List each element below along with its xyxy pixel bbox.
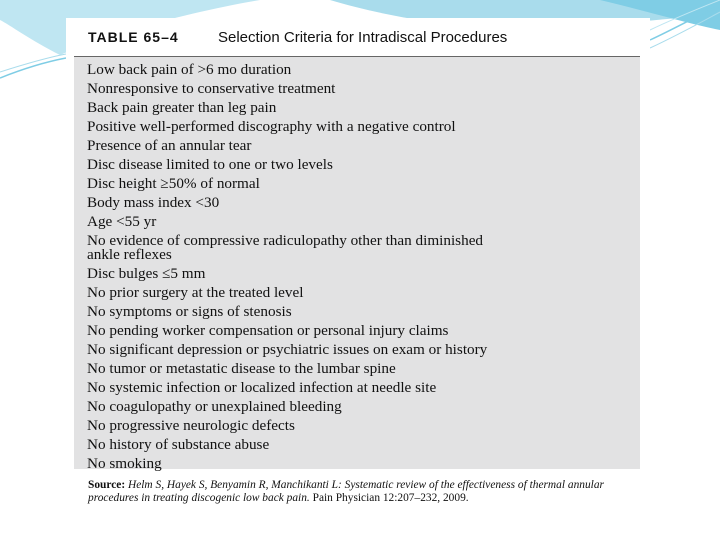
criteria-row: Nonresponsive to conservative treatment: [87, 80, 336, 97]
source-journal: Pain Physician 12:207–232, 2009.: [312, 492, 469, 504]
criteria-row: Positive well-performed discography with a negative control: [87, 118, 456, 135]
criteria-row: Age <55 yr: [87, 213, 157, 230]
criteria-row: No symptoms or signs of stenosis: [87, 303, 292, 320]
criteria-row-continued: ankle reflexes: [87, 246, 172, 263]
source-citation: Helm S, Hayek S, Benyamin R, Manchikanti L: Systematic review of the effectiveness of thermal annular procedures in treating discogenic low back pain.: [88, 479, 604, 504]
table-header: [74, 18, 640, 57]
criteria-row: Back pain greater than leg pain: [87, 99, 277, 116]
table-body: [74, 57, 640, 472]
criteria-row: No systemic infection or localized infection at needle site: [87, 379, 437, 396]
table-document: [66, 18, 650, 523]
criteria-row: Disc height ≥50% of normal: [87, 175, 260, 192]
criteria-row: Disc bulges ≤5 mm: [87, 265, 206, 282]
criteria-row: Body mass index <30: [87, 194, 220, 211]
table-title: Selection Criteria for Intradiscal Procedures: [218, 28, 508, 46]
criteria-row: No history of substance abuse: [87, 436, 270, 453]
criteria-row: No significant depression or psychiatric issues on exam or history: [87, 341, 488, 358]
criteria-row: Low back pain of >6 mo duration: [87, 61, 292, 78]
criteria-row: Presence of an annular tear: [87, 137, 252, 154]
criteria-row: No smoking: [87, 455, 162, 472]
source-label: Source:: [88, 479, 126, 491]
criteria-row: No pending worker compensation or personal injury claims: [87, 322, 449, 339]
table-number: TABLE 65–4: [88, 29, 179, 45]
table-source-note: [88, 479, 623, 505]
criteria-row: No coagulopathy or unexplained bleeding: [87, 398, 342, 415]
criteria-row: No evidence of compressive radiculopathy other than diminished: [87, 232, 484, 249]
criteria-row: No prior surgery at the treated level: [87, 284, 304, 301]
criteria-row: No tumor or metastatic disease to the lumbar spine: [87, 360, 396, 377]
criteria-row: Disc disease limited to one or two levels: [87, 156, 333, 173]
criteria-row: No progressive neurologic defects: [87, 417, 295, 434]
